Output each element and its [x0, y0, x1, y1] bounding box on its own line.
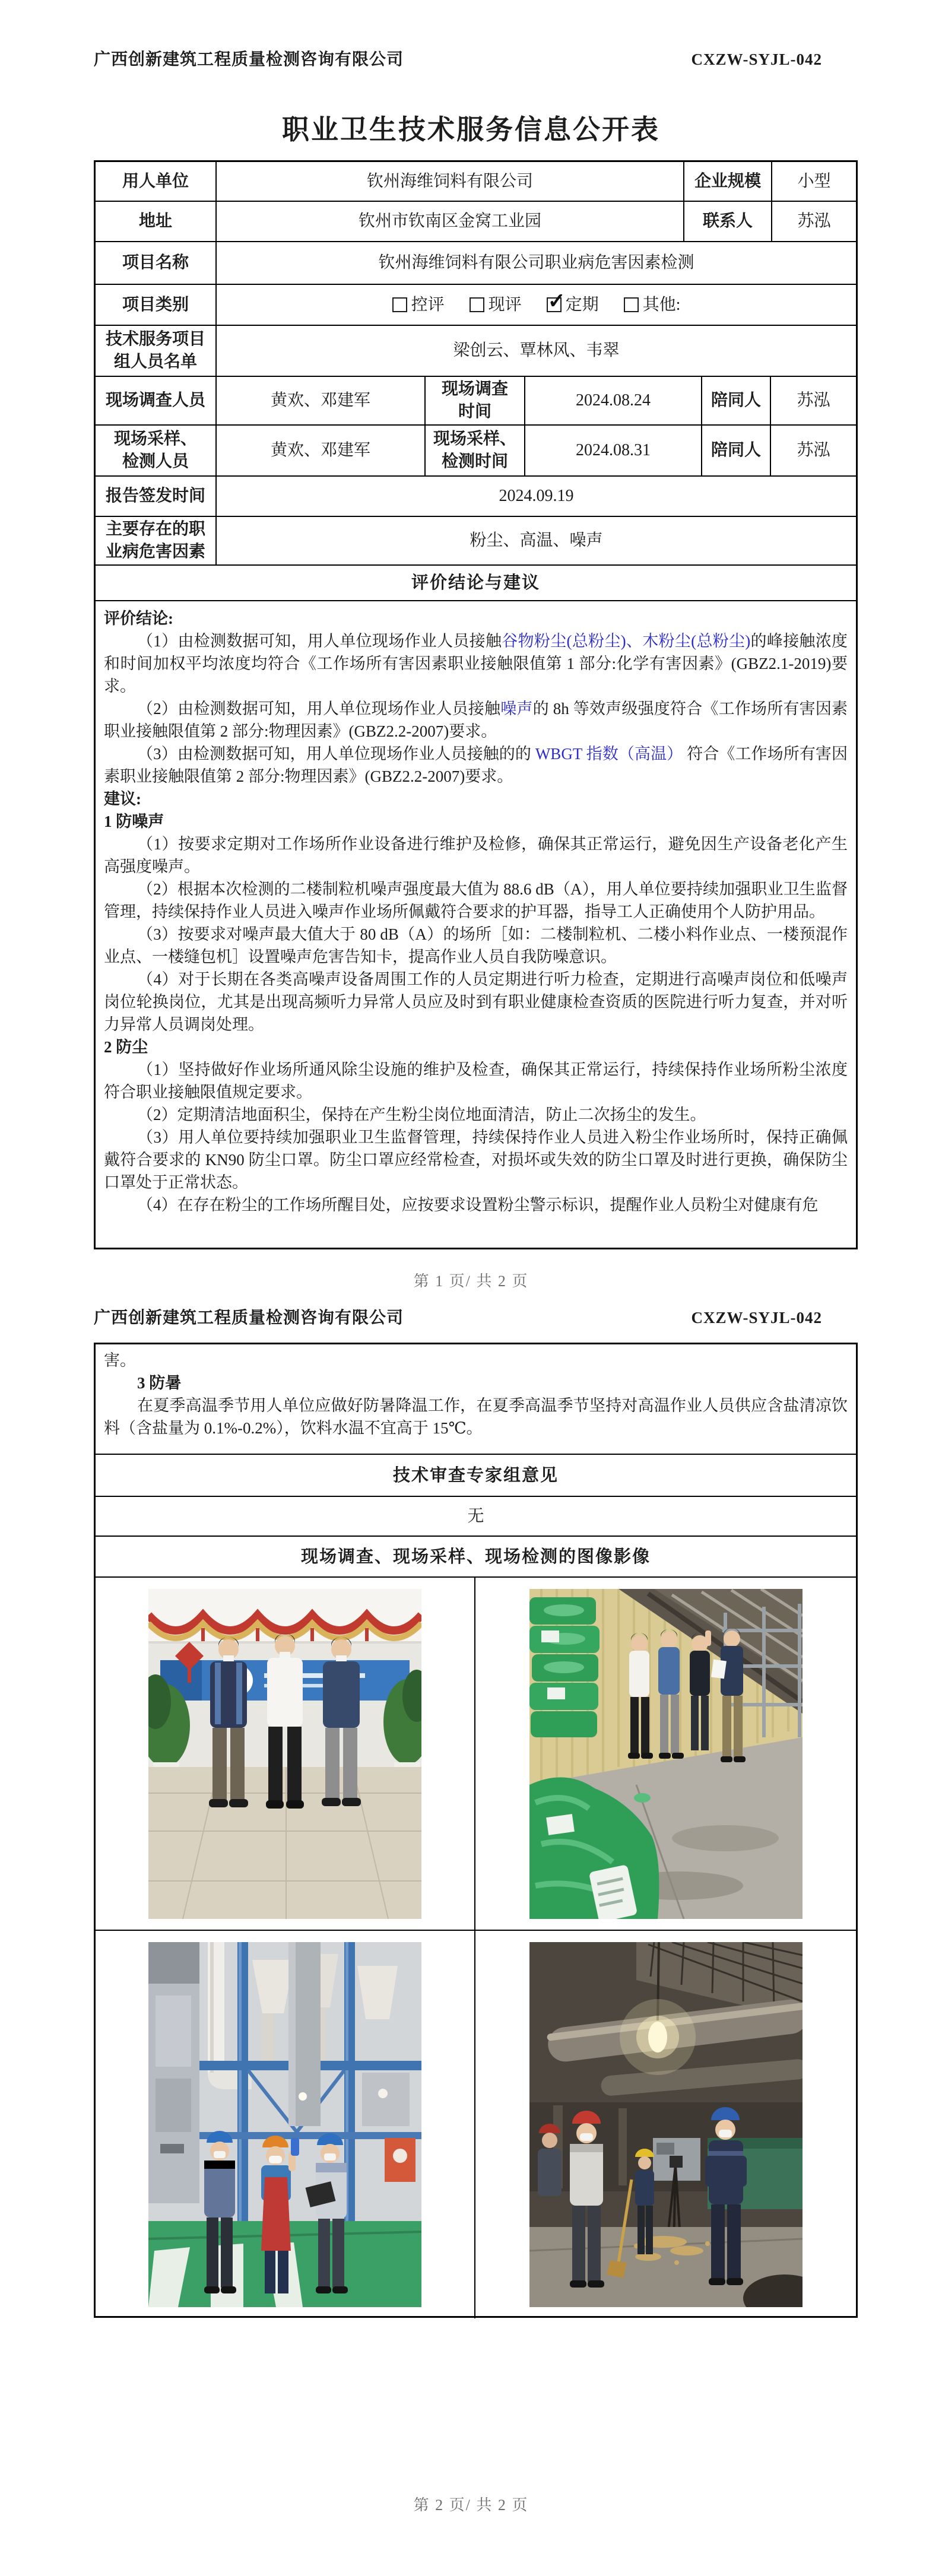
photo-grid-row-1 [96, 1578, 856, 1931]
carryover-text: 害。 [104, 1352, 136, 1369]
conclusion-text: 的 8h 等效声级强度符合《工作场所有害因素职业接触限值第 2 部分:物理因素》(GBZ2.2-2007)要求。 [104, 700, 848, 740]
escort-value: 苏泓 [797, 391, 830, 410]
survey-time: 2024.08.24 [525, 377, 702, 424]
row-heat [96, 1344, 856, 1455]
checkbox-icon [624, 297, 639, 312]
row-eval-body [96, 601, 856, 1250]
address-value: 钦州市钦南区金窝工业园 [217, 202, 684, 241]
photo-feed-mill-inspection [148, 1942, 421, 2307]
heat-body [96, 1344, 856, 1454]
conclusion-heading: 评价结论: [104, 610, 173, 627]
document-code: CXZW-SYJL-042 [691, 50, 822, 68]
row-employer [96, 162, 856, 202]
row-photos-title [96, 1537, 856, 1578]
noise-item-2: （2）根据本次检测的二楼制粒机噪声强度最大值为 88.6 dB（A），用人单位要持续加强职业卫生监督管理，持续保持作业人员进入噪声作业场所佩戴符合要求的护耳器，指导工人正确使用个人防护用品。 [104, 880, 848, 921]
option-kongping: 控评 [392, 294, 445, 316]
document-code: CXZW-SYJL-042 [691, 1309, 822, 1327]
info-table [94, 160, 858, 1249]
sampling-time: 2024.08.31 [525, 426, 702, 475]
hazards-value: 粉尘、高温、噪声 [470, 531, 603, 550]
dust-item-4: （4）在存在粉尘的工作场所醒目处，应按要求设置粉尘警示标识，提醒作业人员粉尘对健康有危 [137, 1196, 819, 1214]
highlight-term: WBGT 指数（高温） [535, 745, 683, 763]
project-name-label: 项目名称 [96, 242, 217, 284]
survey-staff: 黄欢、邓建军 [217, 377, 426, 424]
address-label: 地址 [96, 202, 217, 241]
heat-heading: 3 防暑 [137, 1374, 182, 1392]
conclusion-text: （2）由检测数据可知，用人单位现场作业人员接触 [137, 700, 501, 718]
suggestion-heading: 建议: [104, 790, 141, 808]
dust-item-1: （1）坚持做好作业场所通风除尘设施的维护及检查，确保其正常运行，持续保持作业场所粉尘浓度符合职业接触限值规定要求。 [104, 1061, 848, 1101]
heat-text: 在夏季高温季节用人单位应做好防暑降温工作，在夏季高温季节坚持对高温作业人员供应含盐清凉饮料（含盐量为 0.1%-0.2%），饮料水温不宜高于 15℃。 [104, 1397, 848, 1437]
team-value: 梁创云、覃林风、韦翠 [453, 341, 620, 360]
photo-site-survey-group [148, 1589, 421, 1919]
employer-label: 用人单位 [96, 162, 217, 201]
sampling-label: 现场采样、 检测人员 [96, 426, 217, 475]
eval-section-title: 评价结论与建议 [411, 573, 540, 592]
conclusion-item-3 [104, 743, 848, 788]
photo-warehouse-sampling [529, 1589, 803, 1919]
option-xianping: 现评 [470, 294, 522, 316]
employer-value: 钦州海维饲料有限公司 [217, 162, 684, 201]
row-expert-opinion [96, 1497, 856, 1537]
noise-item-3: （3）按要求对噪声最大值大于 80 dB（A）的场所［如：二楼制粒机、二楼小料作业点、一楼预混作业点、一楼缝包机］设置噪声危害告知卡，提高作业人员自我防噪意识。 [104, 925, 848, 966]
row-project-name [96, 242, 856, 285]
row-address [96, 202, 856, 242]
survey-time-label: 现场调查 时间 [426, 377, 525, 424]
company-name: 广西创新建筑工程质量检测咨询有限公司 [94, 50, 404, 69]
page2-footer: 第 2 页/ 共 2 页 [413, 2496, 529, 2514]
row-category [96, 285, 856, 326]
row-team [96, 326, 856, 377]
checkbox-checked-icon [547, 289, 566, 313]
conclusion-item-1 [104, 630, 848, 697]
company-name: 广西创新建筑工程质量检测咨询有限公司 [94, 1309, 404, 1327]
photo-detection-dark-plant [529, 1942, 803, 2307]
option-qita: 其他: [624, 294, 681, 316]
conclusion-item-2 [104, 697, 848, 743]
scale-label: 企业规模 [684, 162, 772, 201]
eval-body [96, 601, 856, 1250]
sampling-staff: 黄欢、邓建军 [217, 426, 426, 475]
expert-opinion: 无 [467, 1506, 484, 1525]
noise-item-1: （1）按要求定期对工作场所作业设备进行维护及检修，确保其正常运行，避免因生产设备老化产生高强度噪声。 [104, 835, 848, 875]
row-survey [96, 377, 856, 426]
row-expert-title [96, 1455, 856, 1497]
page1-header [94, 46, 858, 70]
project-name-value: 钦州海维饲料有限公司职业病危害因素检测 [378, 253, 694, 272]
photo-grid-row-2 [96, 1931, 856, 2318]
row-eval-header [96, 566, 856, 601]
page2-header [94, 1305, 858, 1328]
survey-label: 现场调查人员 [96, 377, 217, 424]
conclusion-text: 符合《工作场所有害因素职业接触限值第 2 部分:物理因素》(GBZ2.2-2007)要求。 [104, 745, 848, 785]
highlight-term: 噪声 [500, 700, 533, 718]
checkmark-icon: ✓ [547, 289, 566, 313]
row-hazards [96, 517, 856, 566]
option-dingqi-checked: ✓ 定期 [547, 289, 599, 314]
photo-cell [475, 1578, 856, 1930]
noise-item-4: （4）对于长期在各类高噪声设备周围工作的人员定期进行听力检查，定期进行高噪声岗位和低噪声岗位轮换岗位，尤其是出现高频听力异常人员应及时到有职业健康检查资质的医院进行听力复查，并对听力异常人员调岗处理。 [104, 970, 848, 1033]
row-sampling [96, 426, 856, 477]
contact-label: 联系人 [684, 202, 772, 241]
team-label: 技术服务项目 组人员名单 [96, 326, 217, 376]
escort-label: 陪同人 [702, 377, 771, 424]
sampling-time-label: 现场采样、 检测时间 [426, 426, 525, 475]
checkbox-icon [392, 297, 407, 312]
dust-heading: 2 防尘 [104, 1038, 148, 1056]
photo-cell [96, 1578, 475, 1930]
highlight-term: 谷物粉尘(总粉尘)、木粉尘(总粉尘) [502, 632, 751, 650]
page2-table [94, 1343, 858, 2318]
photo-cell [96, 1931, 475, 2318]
conclusion-text: （1）由检测数据可知，用人单位现场作业人员接触 [137, 632, 502, 650]
category-label: 项目类别 [96, 285, 217, 325]
checkbox-icon [470, 297, 484, 312]
page1-footer: 第 1 页/ 共 2 页 [413, 1273, 529, 1290]
page-title: 职业卫生技术服务信息公开表 [282, 115, 660, 145]
row-report-date [96, 477, 856, 517]
photos-title: 现场调查、现场采样、现场检测的图像影像 [300, 1547, 651, 1566]
escort2-label: 陪同人 [702, 426, 771, 475]
conclusion-text: （3）由检测数据可知，用人单位现场作业人员接触的的 [137, 745, 535, 763]
dust-item-3: （3）用人单位要持续加强职业卫生监督管理，持续保持作业人员进入粉尘作业场所时，保持正确佩戴符合要求的 KN90 防尘口罩。防尘口罩应经常检查，对损坏或失效的防尘口罩及时进行更换，确保防尘口罩处于正常状态。 [104, 1128, 848, 1191]
expert-title: 技术审查专家组意见 [392, 1465, 559, 1485]
conclusion-text: 的峰接触浓度和时间加权平均浓度均符合《工作场所有害因素职业接触限值第 1 部分:化学有害因素》(GBZ2.1-2019)要求。 [104, 632, 848, 695]
dust-item-2: （2）定期清洁地面积尘，保持在产生粉尘岗位地面清洁，防止二次扬尘的发生。 [137, 1106, 706, 1124]
category-options [217, 285, 856, 325]
hazards-label: 主要存在的职 业病危害因素 [96, 517, 217, 564]
escort2-value: 苏泓 [797, 441, 830, 459]
contact-value: 苏泓 [797, 212, 831, 230]
report-date-value: 2024.09.19 [499, 487, 574, 505]
report-date-label: 报告签发时间 [96, 477, 217, 516]
noise-heading: 1 防噪声 [104, 813, 164, 830]
scale-value: 小型 [797, 172, 831, 191]
photo-cell [475, 1931, 856, 2318]
